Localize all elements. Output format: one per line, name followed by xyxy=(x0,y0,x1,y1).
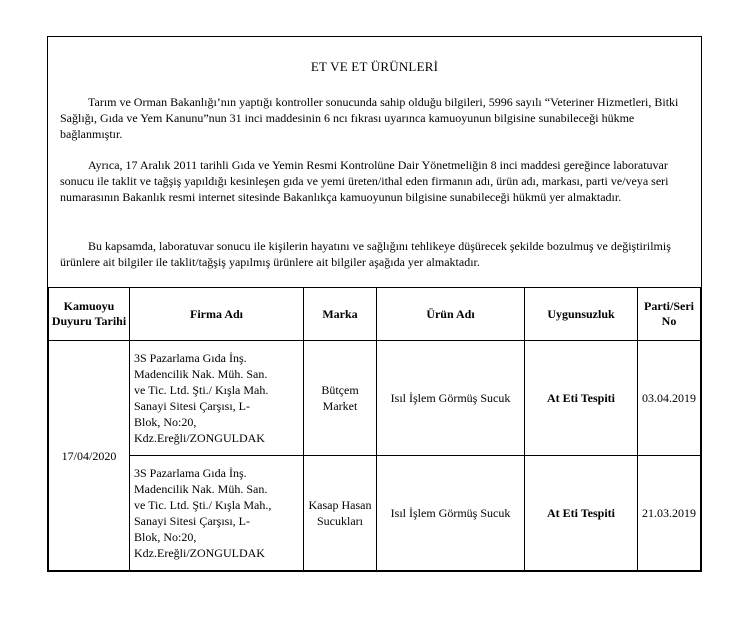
table-row xyxy=(49,341,701,456)
brand-cell: Bütçem Market xyxy=(304,341,377,456)
header-brand: Marka xyxy=(304,288,377,341)
paragraph-scope: Bu kapsamda, laboratuvar sonucu ile kişilerin hayatını ve sağlığını tehlikeye düşürecek şekilde bozulmuş ve değiştirilmiş ürünlere ait bilgiler ile taklit/tağşiş yapılmış ürünlere ait bilgiler aşağıda yer almaktadır. xyxy=(60,239,671,269)
table-row xyxy=(49,456,701,571)
header-lot-number: Parti/Seri No xyxy=(638,288,701,341)
document-frame xyxy=(47,36,702,572)
lot-cell: 03.04.2019 xyxy=(638,341,701,456)
company-cell xyxy=(130,456,304,571)
company-name: 3S Pazarlama Gıda İnş. Madencilik Nak. Müh. San. ve Tic. Ltd. Şti./ Kışla Mah., Sanayi Sitesi Çarşısı, L- Blok, No:20, Kdz.Ereğli/ZONGULDAK xyxy=(134,466,272,560)
lot-cell: 21.03.2019 xyxy=(638,456,701,571)
brand-cell: Kasap Hasan Sucukları xyxy=(304,456,377,571)
header-company-name: Firma Adı xyxy=(130,288,304,341)
paragraph-legal-basis: Tarım ve Orman Bakanlığı’nın yaptığı kontroller sonucunda sahip olduğu bilgileri, 5996 sayılı “Veteriner Hizmetleri, Bitki Sağlığı, Gıda ve Yem Kanunu”nun 31 inci maddesinin 6 ncı fıkrası uyarınca kamuoyunun bilgisine sunabileceği hükme bağlanmıştır. xyxy=(60,95,679,141)
header-nonconformity: Uygunsuzluk xyxy=(525,288,638,341)
product-cell: Isıl İşlem Görmüş Sucuk xyxy=(377,341,525,456)
product-cell: Isıl İşlem Görmüş Sucuk xyxy=(377,456,525,571)
nonconformity-cell: At Eti Tespiti xyxy=(525,341,638,456)
products-table xyxy=(48,287,701,571)
header-announcement-date: Kamuoyu Duyuru Tarihi xyxy=(49,288,130,341)
paragraph-regulation: Ayrıca, 17 Aralık 2011 tarihli Gıda ve Yemin Resmi Kontrolüne Dair Yönetmeliğin 8 inci maddesi gereğince laboratuvar sonucu ile taklit ve tağşiş yapıldığı kesinleşen gıda ve yemi üreten/ithal eden firmanın adı, ürün adı, markası, parti ve/veya seri numarasının Bakanlık resmi internet sitesinde Bakanlıkça kamuoyunun bilgisine sunabileceği hükmü yer almaktadır. xyxy=(60,158,669,204)
company-cell xyxy=(130,341,304,456)
announcement-date-cell: 17/04/2020 xyxy=(49,341,130,571)
nonconformity-cell: At Eti Tespiti xyxy=(525,456,638,571)
table-header-row xyxy=(49,288,701,341)
document-title: ET VE ET ÜRÜNLERİ xyxy=(310,59,439,74)
header-product-name: Ürün Adı xyxy=(377,288,525,341)
company-name: 3S Pazarlama Gıda İnş. Madencilik Nak. Müh. San. ve Tic. Ltd. Şti./ Kışla Mah. Sanayi Sitesi Çarşısı, L- Blok, No:20, Kdz.Ereğli/ZONGULDAK xyxy=(134,351,269,445)
